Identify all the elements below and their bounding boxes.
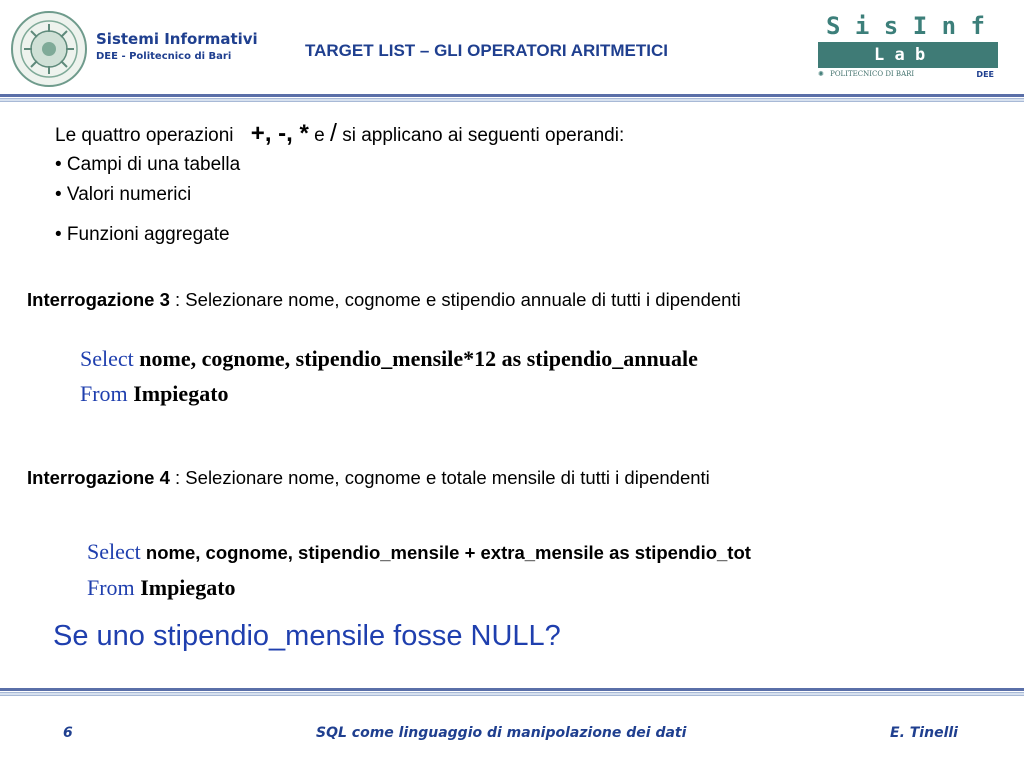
query4-select-line — [87, 539, 751, 565]
intro-line — [55, 119, 624, 148]
intro-operators: +, -, * — [250, 120, 309, 147]
footer-divider — [0, 688, 1024, 691]
intro-lead: Le quattro operazioni — [55, 125, 234, 146]
query4-from-keyword: From — [87, 575, 135, 600]
query4-from-line — [87, 575, 236, 601]
sisinf-lab-logo — [818, 12, 998, 82]
query4-from-clause: Impiegato — [134, 575, 236, 600]
lab-logo-line2-text: L a b — [874, 45, 926, 65]
bullet-item: • Valori numerici — [55, 184, 192, 205]
null-question: Se uno stipendio_mensile fosse NULL? — [53, 620, 561, 652]
lab-logo-dee: DEE — [976, 70, 994, 79]
footer-title: SQL come linguaggio di manipolazione dei dati — [316, 725, 687, 741]
query4-select-clause: nome, cognome, stipendio_mensile + extra_mensile as stipendio_tot — [140, 542, 751, 563]
query3-select-clause: nome, cognome, stipendio_mensile*12 as stipendio_annuale — [133, 346, 698, 371]
lab-logo-line2 — [818, 42, 998, 68]
brand-title: Sistemi Informativi — [96, 30, 258, 48]
query4-select-keyword: Select — [87, 539, 141, 564]
header-divider — [0, 94, 1024, 97]
query3-heading — [27, 289, 741, 311]
query3-select-keyword: Select — [80, 346, 134, 371]
lab-logo-gear-icon: ✺ — [818, 70, 824, 78]
footer-divider-band — [0, 692, 1024, 696]
politecnico-seal-logo — [10, 10, 88, 88]
bullet-item: • Funzioni aggregate — [55, 224, 230, 245]
lab-logo-line1: S i s I n f — [826, 12, 985, 40]
query3-label: Interrogazione 3 — [27, 289, 170, 310]
query3-from-line — [80, 381, 229, 407]
query3-select-line — [80, 346, 698, 372]
query3-from-clause: Impiegato — [127, 381, 229, 406]
header-divider-band — [0, 98, 1024, 102]
query3-description: : Selezionare nome, cognome e stipendio annuale di tutti i dipendenti — [169, 289, 741, 310]
brand-subtitle: DEE - Politecnico di Bari — [96, 51, 232, 62]
bullet-item: • Campi di una tabella — [55, 154, 241, 175]
intro-tail: si applicano ai seguenti operandi: — [342, 125, 625, 146]
intro-slash: / — [329, 119, 337, 147]
query4-label: Interrogazione 4 — [27, 467, 170, 488]
query4-heading — [27, 467, 710, 489]
lab-logo-line3-text: POLITECNICO DI BARI — [830, 70, 915, 78]
query4-description: : Selezionare nome, cognome e totale mensile di tutti i dipendenti — [169, 467, 710, 488]
page-number: 6 — [63, 725, 73, 741]
lab-logo-line3 — [818, 70, 998, 82]
query3-from-keyword: From — [80, 381, 128, 406]
footer-author: E. Tinelli — [890, 725, 958, 741]
slide-title: TARGET LIST – GLI OPERATORI ARITMETICI — [305, 41, 668, 60]
intro-conj: e — [314, 125, 325, 146]
